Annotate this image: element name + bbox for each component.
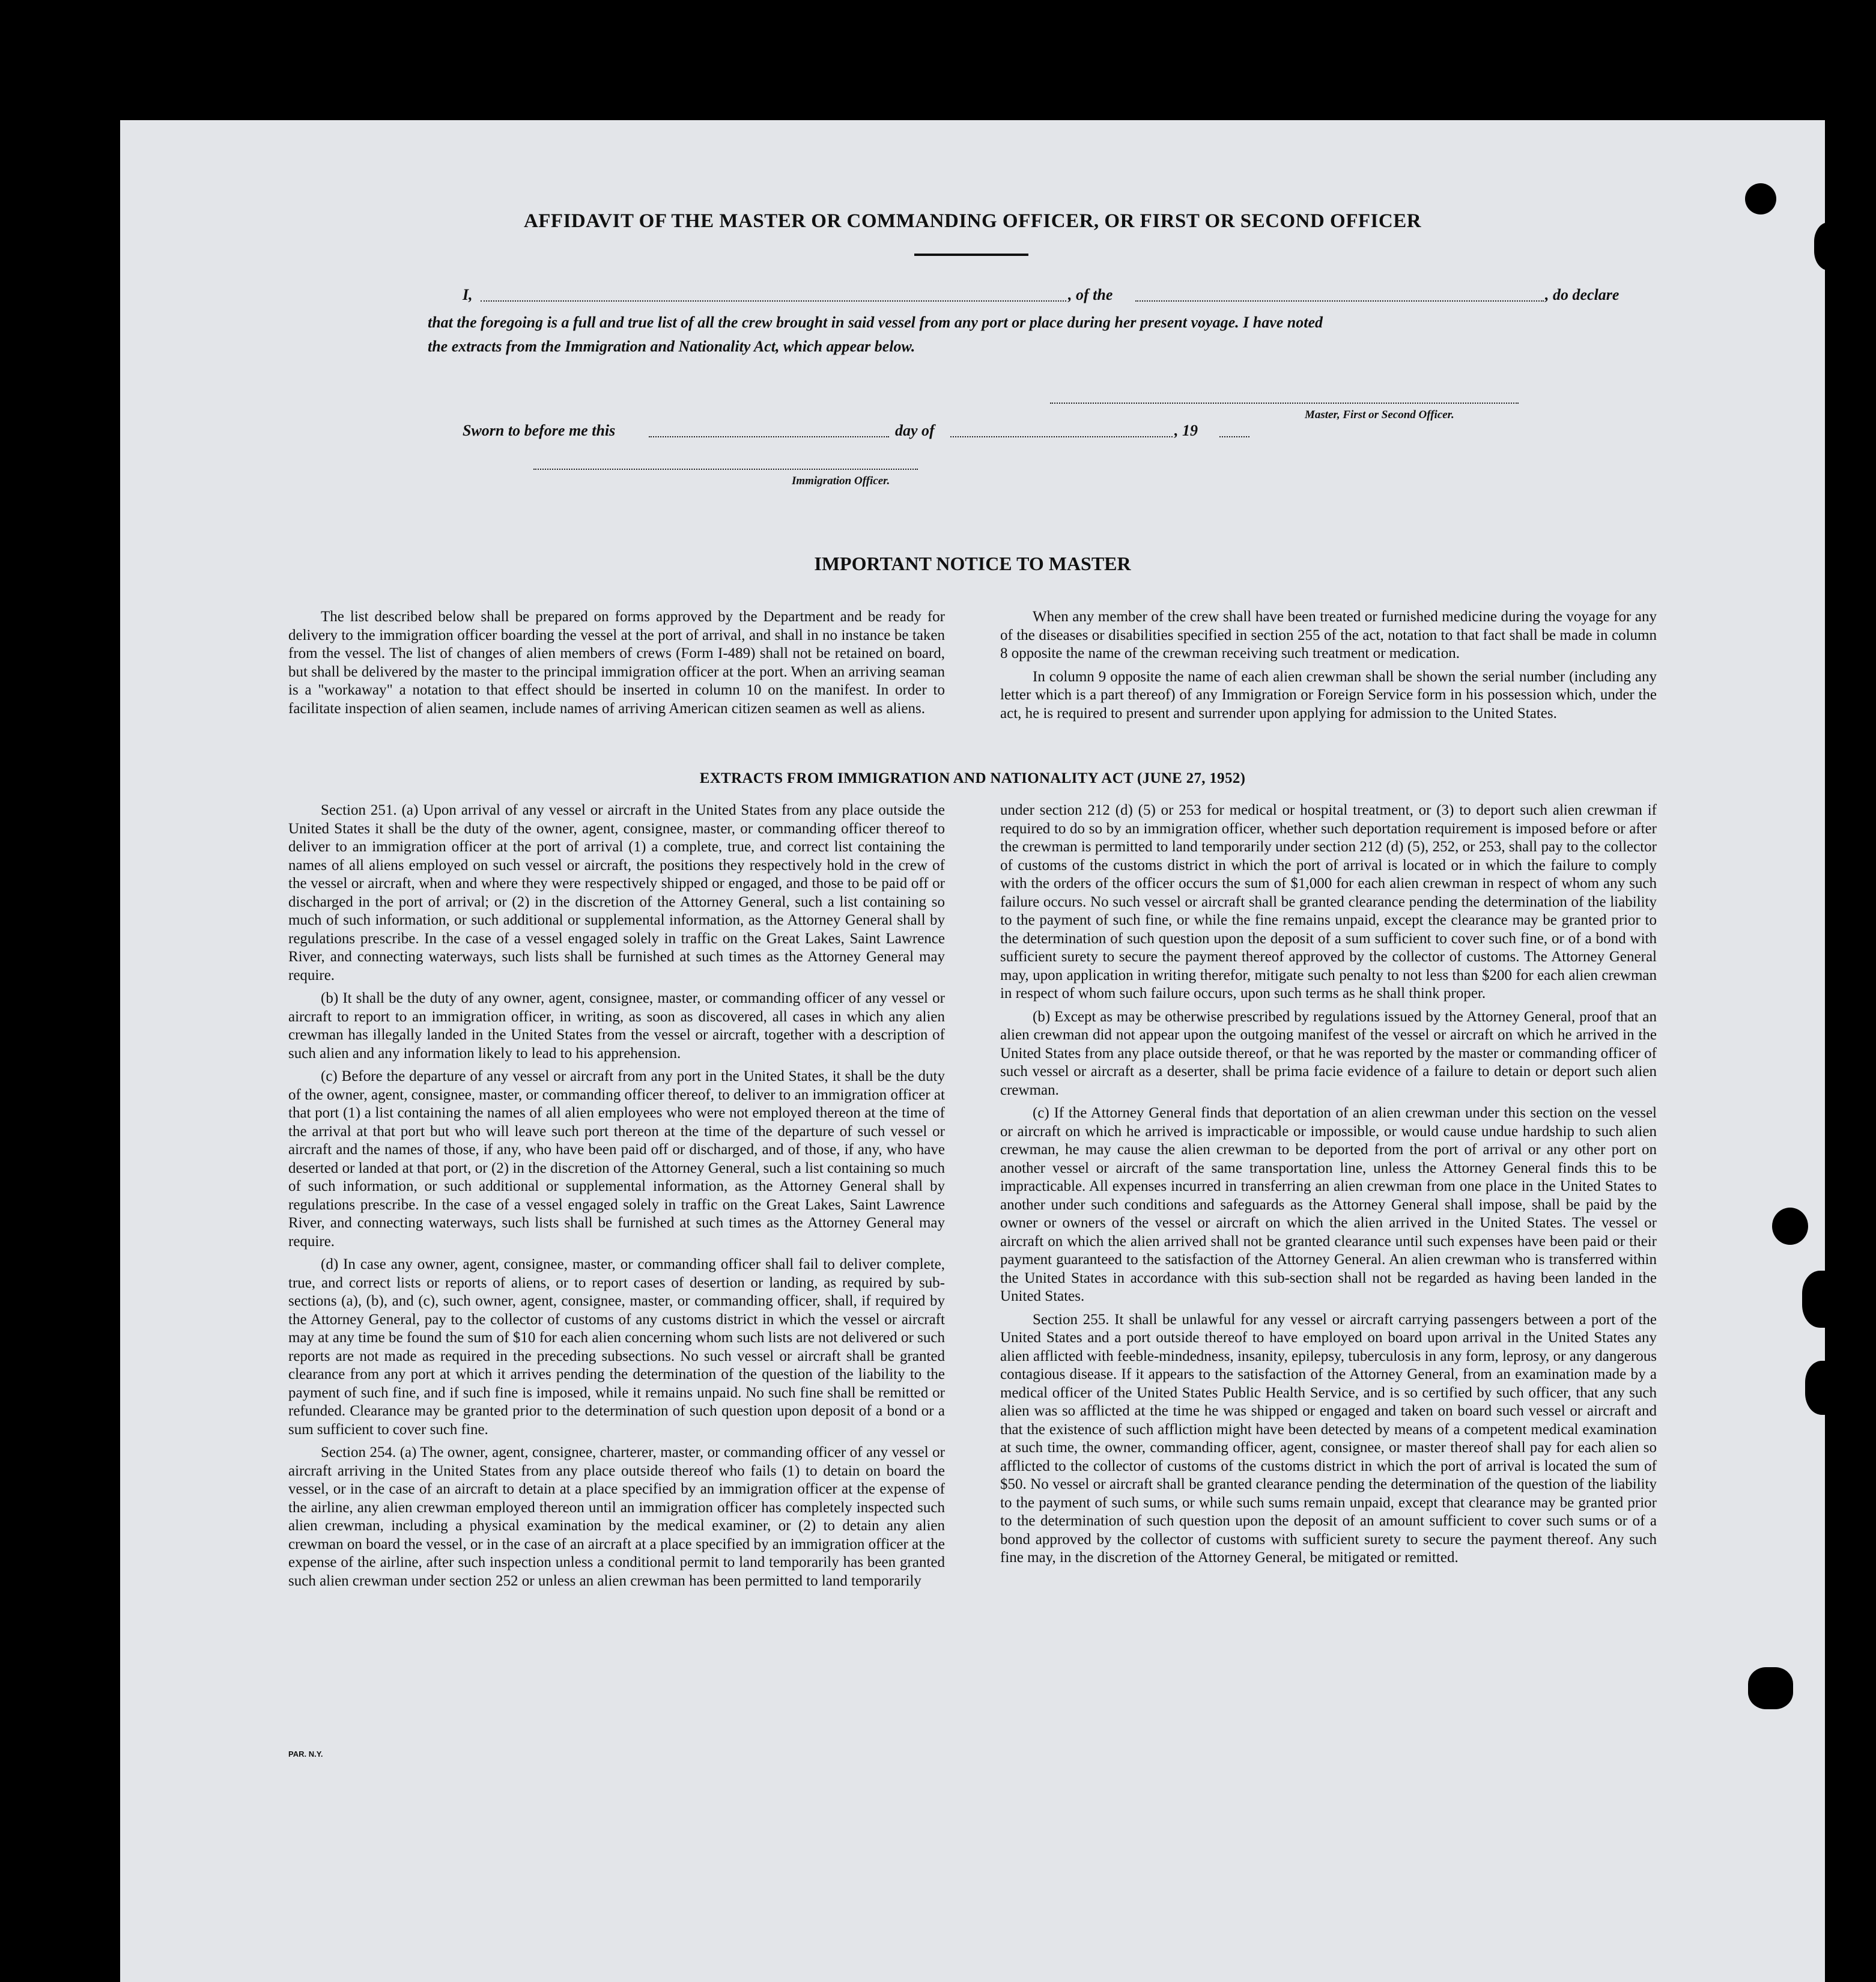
declaration-line-1: that the foregoing is a full and true list of all the crew brought in said vessel from any port or place during her present voyage. I have noted — [428, 314, 1323, 331]
punch-hole-blot — [1772, 1208, 1808, 1245]
notice-right-column — [1000, 608, 1657, 728]
affidavit-title: AFFIDAVIT OF THE MASTER OR COMMANDING OFFICER, OR FIRST OR SECOND OFFICER — [523, 210, 1422, 232]
master-signature-caption: Master, First or Second Officer. — [1305, 409, 1454, 421]
punch-hole-blot — [1748, 1667, 1793, 1709]
immigration-officer-signature-field[interactable] — [533, 469, 918, 470]
sworn-day-field[interactable] — [649, 436, 889, 437]
punch-hole-blot — [1802, 1271, 1847, 1328]
day-of-label: day of — [895, 422, 935, 439]
sworn-month-field[interactable] — [950, 436, 1173, 437]
important-notice-title: IMPORTANT NOTICE TO MASTER — [814, 553, 1131, 574]
immigration-officer-caption: Immigration Officer. — [792, 475, 890, 487]
vessel-field[interactable] — [1135, 300, 1544, 302]
section-paragraph: Section 254. (a) The owner, agent, consignee, charterer, master, or commanding officer of any vessel or aircraft arriving in the United States from any place outside thereof who fails (1) to detain on board the vessel, or in the case of an aircraft to detain at a place specified by an immigration officer at the expense of the airline, any alien crewman employed thereon until an immigration officer has completely inspected such alien crewman, including a physical examination by the medical examiner, or (2) to detain any alien crewman on board the vessel, or in the case of an aircraft at a place specified by an immigration officer at the expense of the airline, after such inspection unless a conditional permit to land temporarily has been granted such alien crewman under section 252 or unless an alien crewman has been permitted to land temporarily — [288, 1444, 945, 1589]
section-paragraph: Section 255. It shall be unlawful for any vessel or aircraft carrying passengers between a port of the United States and a port outside thereof to have employed on board upon arrival in the United States any alien afflicted with feeble-mindedness, insanity, epilepsy, tuberculosis in any form, leprosy, or any dangerous contagious disease. If it appears to the satisfaction of the Attorney General, from an examination made by a medical officer of the United States Public Health Service, and is so certified by such officer, that any such alien was so afflicted at the time he was shipped or engaged and taken on board such vessel or aircraft and that the existence of such affliction might have been detected by means of a competent medical examination at such time, the owner, commanding officer, agent, consignee, or master thereof shall pay for each alien so afflicted to the collector of customs of the customs district in which the port of arrival is located the sum of $50. No vessel or aircraft shall be granted clearance pending the determination of the question of the liability to the payment of such sums, or while such sums remain unpaid, except that clearance may be granted prior to the determination of such question upon the deposit of an amount sufficient to cover such sums or of a bond approved by the collector of customs with sufficient surety to secure the payment thereof. Any such fine may, in the discretion of the Attorney General, be mitigated or remitted. — [1000, 1311, 1657, 1566]
punch-hole-blot — [1745, 183, 1776, 214]
name-field[interactable] — [481, 300, 1066, 302]
section-paragraph: (b) It shall be the duty of any owner, agent, consignee, master, or commanding officer of any vessel or aircraft to report to an immigration officer, in writing, as soon as discovered, all cases in which any alien crewman has illegally landed in the United States from the vessel or aircraft, together with a description of such alien and any information likely to lead to his apprehension. — [288, 990, 945, 1062]
section-paragraph: Section 251. (a) Upon arrival of any vessel or aircraft in the United States from any place outside the United States it shall be the duty of the owner, agent, consignee, master, or commanding officer thereof to deliver to an immigration officer at the port of arrival (1) a complete, true, and correct list containing the names of all aliens employed on such vessel or aircraft, the positions they respectively hold in the crew of the vessel or aircraft, when and where they were respectively shipped or engaged, and those to be paid off or discharged in the port of arrival; or (2) in the discretion of the Attorney General, such a list containing so much of such information, or such additional or supplemental information, as the Attorney General shall by regulations prescribe. In the case of a vessel engaged solely in traffic on the Great Lakes, Saint Lawrence River, and connecting waterways, such lists shall be furnished at such times as the Attorney General may require. — [288, 802, 945, 983]
extracts-left-column — [288, 801, 945, 1595]
of-the-label: , of the — [1068, 286, 1113, 303]
master-signature-field[interactable] — [1050, 403, 1519, 404]
i-label: I, — [463, 286, 473, 303]
punch-hole-blot — [1814, 222, 1850, 270]
section-paragraph: (d) In case any owner, agent, consignee, master, or commanding officer shall fail to deliver complete, true, and correct lists or reports of aliens, or to report cases of desertion or landing, as required by sub-sections (a), (b), and (c), such owner, agent, consignee, master, or commanding officer, shall, if required by the Attorney General, pay to the collector of customs of any customs district in which the vessel or aircraft may at any time be found the sum of $10 for each alien concerning whom such lists are not delivered or such reports are not made as required in the preceding subsections. No such vessel or aircraft shall be granted clearance from any port at which it arrives pending the determination of the question of the liability to the payment of such fine, and if such fine is imposed, while it remains unpaid. No such fine shall be remitted or refunded. Clearance may be granted prior to the determination of such question upon deposit of a bond or a sum sufficient to cover such fine. — [288, 1256, 945, 1438]
do-declare-label: , do declare — [1545, 286, 1619, 303]
title-underline — [914, 254, 1028, 256]
sworn-year-field[interactable] — [1219, 436, 1249, 437]
section-paragraph: (c) Before the departure of any vessel or aircraft from any port in the United States, it shall be the duty of the owner, agent, consignee, master, or commanding officer thereof, to deliver to an immigration officer at that port (1) a list containing the names of all alien employees who were not employed thereon at the time of the arrival at that port but who will leave such port thereon at the time of the departure of such vessel or aircraft and the names of those, if any, who have been paid off or discharged, and of those, if any, who have deserted or landed at that port, or (2) in the discretion of the Attorney General, such a list containing so much of such information, or such additional or supplemental information, as the Attorney General shall by regulations prescribe. In the case of a vessel engaged solely in traffic on the Great Lakes, Saint Lawrence River, and connecting waterways, such lists shall be furnished at such times as the Attorney General may require. — [288, 1068, 945, 1250]
section-paragraph: (b) Except as may be otherwise prescribed by regulations issued by the Attorney General, proof that an alien crewman did not appear upon the outgoing manifest of the vessel or aircraft on which he arrived in the United States from any place outside thereof, or that he was reported by the master or commanding officer of such vessel or aircraft as a deserter, shall be prima facie evidence of a failure to detain or deport such alien crewman. — [1000, 1008, 1657, 1098]
declaration-line-2: the extracts from the Immigration and Nationality Act, which appear below. — [428, 338, 915, 355]
notice-paragraph: When any member of the crew shall have been treated or furnished medicine during the voyage for any of the diseases or disabilities specified in section 255 of the act, notation to that fact shall be made in column 8 opposite the name of the crewman receiving such treatment or medication. — [1000, 609, 1657, 661]
notice-left-column — [288, 608, 945, 723]
printer-mark: PAR. N.Y. — [288, 1749, 323, 1759]
section-paragraph: (c) If the Attorney General finds that deportation of an alien crewman under this section on the vessel or aircraft on which he arrived is impracticable or impossible, or would cause undue hardship to such alien crewman, he may cause the alien crewman to be deported from the port of arrival or any other port on another vessel or aircraft of the same transportation line, unless the Attorney General finds this to be impracticable. All expenses incurred in transferring an alien crewman from one place in the United States to another under such conditions and safeguards as the Attorney General shall impose, shall be paid by the owner or owners of the vessel or aircraft on which the alien arrived in the United States. The vessel or aircraft on which the alien arrived shall not be granted clearance until such expenses have been paid or their payment guaranteed to the satisfaction of the Attorney General. An alien crewman who is transferred within the United States in accordance with this sub-section shall not be regarded as having been landed in the United States. — [1000, 1105, 1657, 1304]
year-label: , 19 — [1174, 422, 1198, 439]
extracts-right-column — [1000, 801, 1657, 1572]
section-paragraph: under section 212 (d) (5) or 253 for medical or hospital treatment, or (3) to deport such alien crewman if required to do so by an immigration officer, whether such deportation requirement is imposed before or after the crewman is permitted to land temporarily under section 212 (d) (5), 252, or 253, shall pay to the collector of customs of the customs district in which the port of arrival is located or in which the failure to comply with the orders of the officer occurs the sum of $1,000 for each alien crewman in respect of whom any such failure occurs. No such vessel or aircraft shall be granted clearance pending the determination of the liability to the payment of such fine, or while the fine remains unpaid, except the clearance may be granted prior to the determination of such question upon the deposit of a sum sufficient to cover such fine, or of a bond with sufficient surety to secure the payment thereof approved by the collector of customs. The Attorney General may, upon application in writing therefor, mitigate such penalty to not less than $200 for each alien crewman in respect of whom such failure occurs, upon such terms as he shall think proper. — [1000, 802, 1657, 1002]
sworn-label: Sworn to before me this — [463, 422, 616, 439]
extracts-title: EXTRACTS FROM IMMIGRATION AND NATIONALITY ACT (JUNE 27, 1952) — [699, 770, 1246, 786]
form-page — [120, 120, 1825, 1982]
notice-paragraph: In column 9 opposite the name of each alien crewman shall be shown the serial number (including any letter which is a part thereof) of any Immigration or Foreign Service form in his possession which, under the act, he is required to present and surrender upon applying for admission to the United States. — [1000, 668, 1657, 722]
punch-hole-blot — [1805, 1361, 1847, 1415]
notice-paragraph: The list described below shall be prepared on forms approved by the Department and be ready for delivery to the immigration officer boarding the vessel at the port of arrival, and shall in no instance be taken from the vessel. The list of changes of alien members of crews (Form I-489) shall not be retained on board, but shall be delivered by the master to the principal immigration officer at the port. When an arriving seaman is a "workaway" a notation to that effect should be inserted in column 10 on the manifest. In order to facilitate inspection of alien seamen, include names of arriving American citizen seamen as well as aliens. — [288, 609, 945, 717]
